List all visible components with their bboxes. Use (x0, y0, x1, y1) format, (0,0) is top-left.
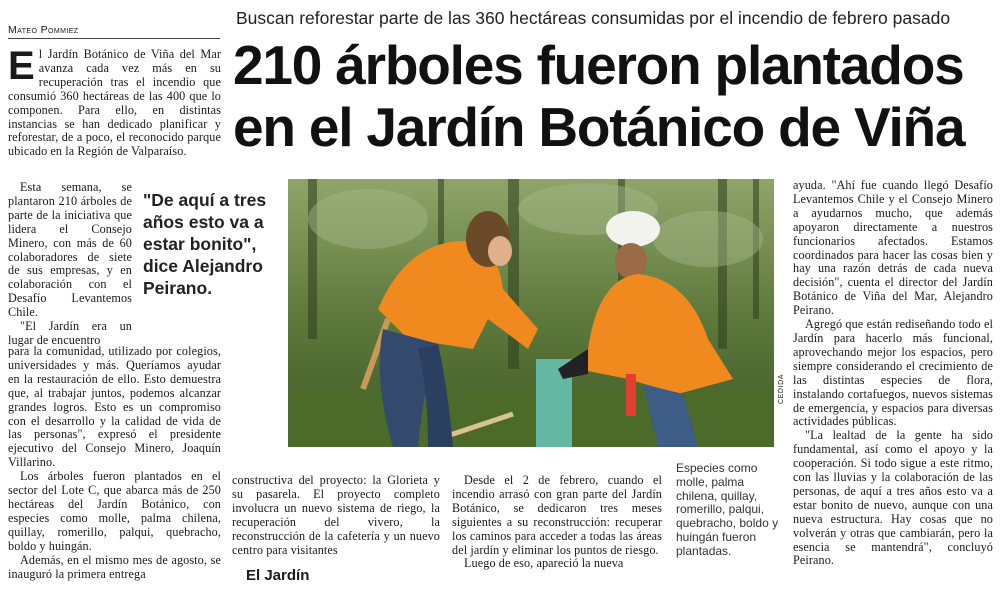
byline: Mateo Pommiez (8, 24, 79, 36)
photo-credit: CEDIDA (778, 373, 785, 404)
photo-caption: Especies como molle, palma chilena, quillay, romerillo, palqui, quebracho, boldo y huingán fueron plantadas. (676, 461, 779, 558)
column-2 (232, 474, 440, 557)
paragraph-luego: Luego de eso, apareció la nueva (464, 556, 624, 571)
column-1-top (8, 44, 221, 159)
paragraph-quote-cont: para la comunidad, utilizado por colegios, universidades y más. Queríamos ayudar en la restauración de ello. Esto demuestra que, al trabajar juntos, podemos alcanzar grandes logros. Esto es un compromiso con el desarrollo y la calidad de vida de las personas", expresó el presidente ejecutivo del Consejo Minero, Joaquín Villarino. (8, 344, 221, 470)
kicker: Buscan reforestar parte de las 360 hectáreas consumidas por el incendio de febrero pasado (236, 8, 951, 28)
column-1-bottom (8, 345, 221, 581)
paragraph-esta-semana: Esta semana, se plantaron 210 árboles de parte de la iniciativa que lidera el Consejo Minero, con más de 60 colaboradores de siete de sus empresas, y en colaboración con el Desafío Levantemos Chile. (8, 180, 132, 320)
subhead-el-jardin: El Jardín (246, 567, 310, 584)
paragraph-arboles: Los árboles fueron plantados en el sector del Lote C, que abarca más de 250 hectáreas del Jardín Botánico, con especies como molle, palma chilena, quillay, romerillo, palqui, quebracho, boldo y huingán. (8, 469, 221, 553)
paragraph-quote-start: "El Jardín era un lugar de encuentro (8, 319, 132, 347)
paragraph-glorieta: constructiva del proyecto: la Glorieta y su pasarela. El proyecto completo involucra un nuevo sistema de riego, la recuperación del vivero, la reconstrucción de la cafetería y un nuevo centro para visitantes (232, 473, 440, 557)
paragraph-febrero: Desde el 2 de febrero, cuando el incendio arrasó con gran parte del Jardín Botánico, se dedicaron tres meses siguientes a su reconstrucción: recuperar los caminos para acceder a todas las áreas del jardín y eliminar los puntos de riesgo. (452, 473, 662, 557)
headline-line-2: en el Jardín Botánico de Viña (233, 96, 965, 158)
headline (233, 34, 993, 158)
column-4 (793, 179, 993, 568)
column-1-narrow (8, 181, 132, 348)
column-3 (452, 474, 662, 571)
planting-illustration (288, 179, 774, 447)
lead-paragraph: El Jardín Botánico de Viña del Mar avanza cada vez más en su recuperación tras el incendio que consumió 360 hectáreas de las 400 que lo componen. Para ello, en distintas instancias se han dedicado planificar y reforestar, de a poco, el reconocido parque ubicado en la Región de Valparaíso. (8, 44, 221, 159)
paragraph-agrego: Agregó que están rediseñando todo el Jardín para hacerlo más funcional, aprovechando mejor los espacios, pero siempre considerando el crecimiento de las distintas especies de flora, instalando cortafuegos, nuevos sistemas de emergencia, y espacios para diversas actividades públicas. (793, 317, 993, 429)
paragraph-lealtad: "La lealtad de la gente ha sido fundamental, así como el apoyo y la cooperación. Si todo sigue a este ritmo, con las lluvias y la colaboración de las personas, de aquí a tres años esto va a estar bonito de nuevo, aunque con una nueva estructura. Hay cosas que no volverán y otras que cambiarán, pero la esencia se mantendrá", concluyó Peirano. (793, 428, 993, 568)
paragraph-ayuda: ayuda. "Ahí fue cuando llegó Desafío Levantemos Chile y el Consejo Minero a ayudarnos mucho, que además apoyaron directamente a nuestros funcionarios afectados. Estamos coordinados para hacer las cosas bien y hay una razón detrás de cada nueva decisión", cuenta el director del Jardín Botánico de Viña del Mar, Alejandro Peirano. (793, 178, 993, 318)
pull-quote: "De aquí a tres años esto va a estar bonito", dice Alejandro Peirano. (143, 190, 267, 298)
dropcap: E (8, 44, 35, 88)
article-photo (288, 179, 774, 447)
headline-line-1: 210 árboles fueron plantados (233, 34, 964, 96)
byline-rule (8, 38, 220, 39)
paragraph-agosto: Además, en el mismo mes de agosto, se inauguró la primera entrega (8, 552, 221, 581)
